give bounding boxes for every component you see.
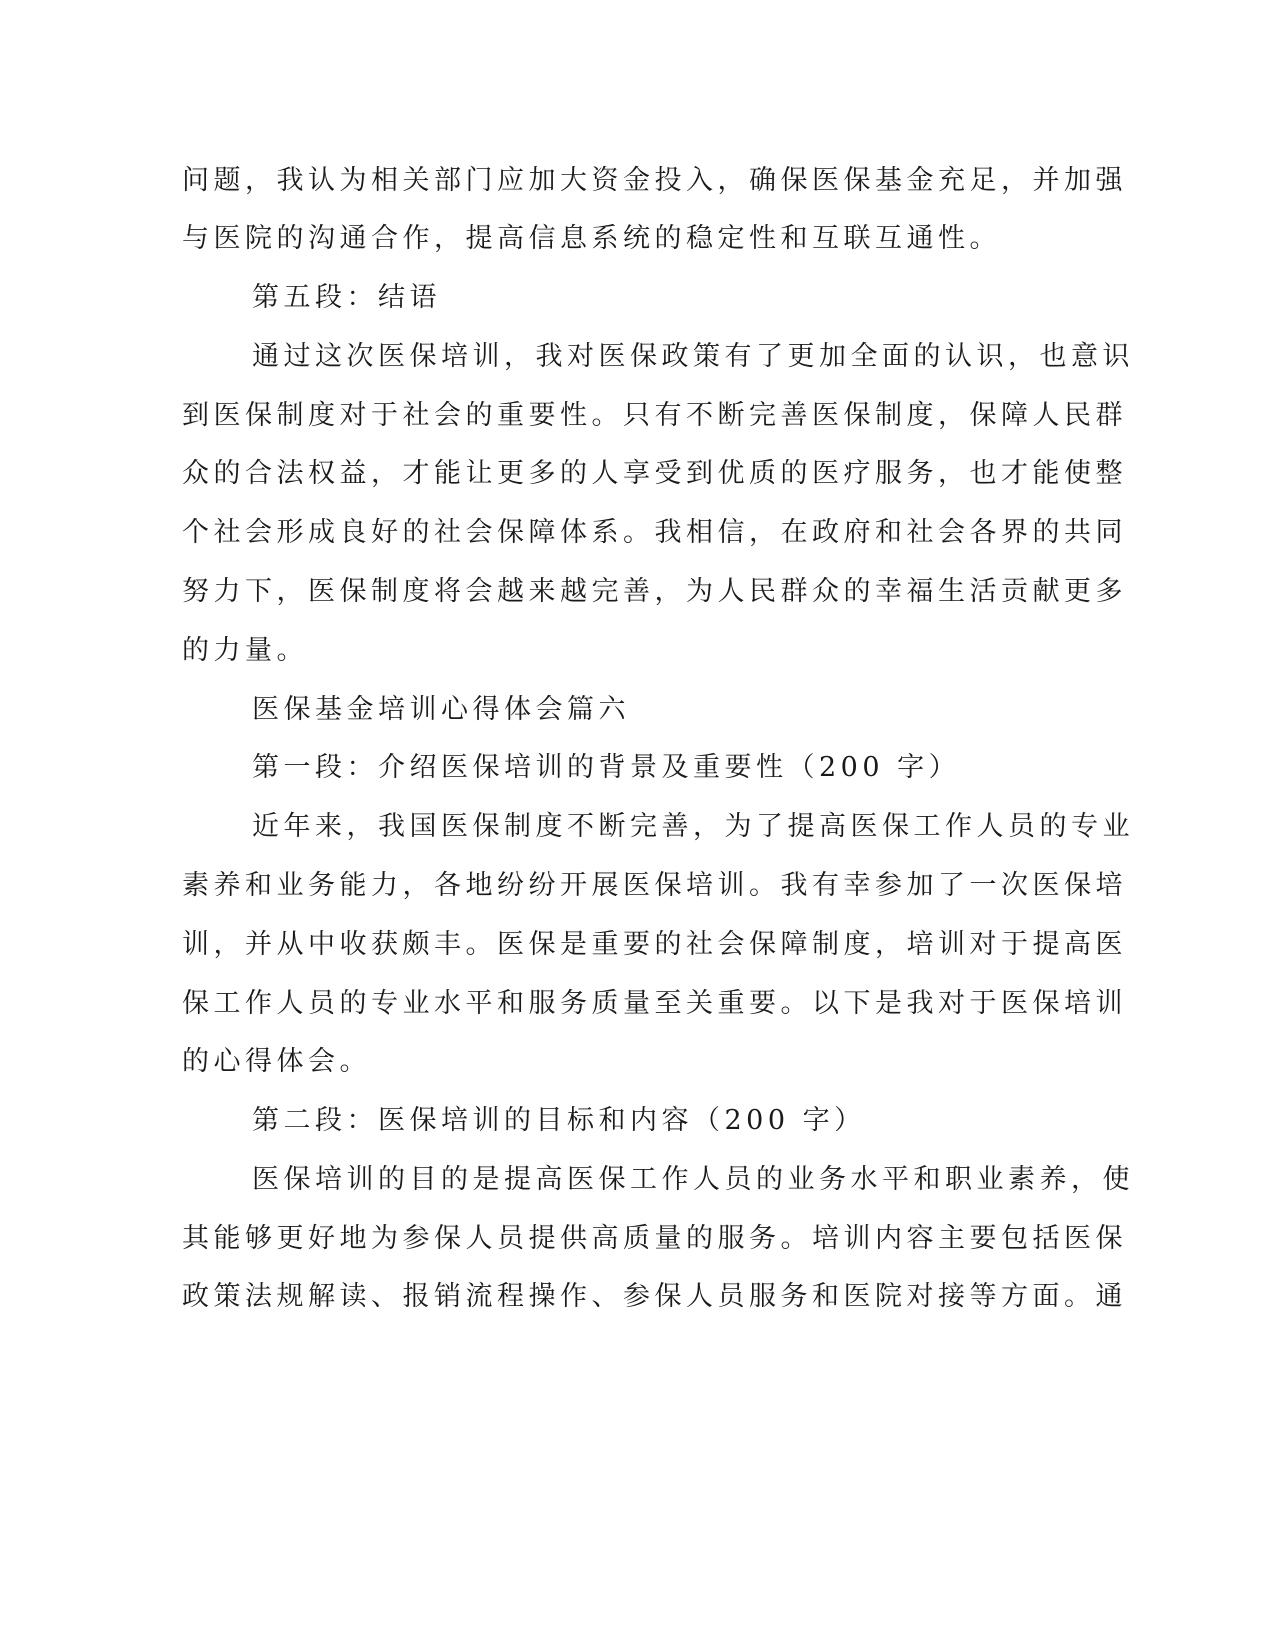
- text-line: 的心得体会。: [182, 1046, 371, 1077]
- section-heading: 第一段：介绍医保培训的背景及重要性（200 字）: [252, 752, 961, 783]
- text-line: 保工作人员的专业水平和服务质量至关重要。以下是我对于医保培训: [182, 988, 1127, 1019]
- text-line: 素养和业务能力，各地纷纷开展医保培训。我有幸参加了一次医保培: [182, 870, 1127, 901]
- text-line: 众的合法权益，才能让更多的人享受到优质的医疗服务，也才能使整: [182, 458, 1127, 489]
- text-line: 医保培训的目的是提高医保工作人员的业务水平和职业素养，使: [252, 1164, 1134, 1195]
- text-line: 个社会形成良好的社会保障体系。我相信，在政府和社会各界的共同: [182, 517, 1127, 548]
- text-line: 训，并从中收获颇丰。医保是重要的社会保障制度，培训对于提高医: [182, 929, 1127, 960]
- text-line: 其能够更好地为参保人员提供高质量的服务。培训内容主要包括医保: [182, 1223, 1127, 1254]
- article-title: 医保基金培训心得体会篇六: [252, 694, 630, 725]
- text-line: 政策法规解读、报销流程操作、参保人员服务和医院对接等方面。通: [182, 1281, 1127, 1312]
- text-line: 通过这次医保培训，我对医保政策有了更加全面的认识，也意识: [252, 341, 1134, 372]
- section-heading: 第二段：医保培训的目标和内容（200 字）: [252, 1105, 866, 1136]
- text-line: 努力下，医保制度将会越来越完善，为人民群众的幸福生活贡献更多: [182, 576, 1127, 607]
- text-line: 的力量。: [182, 635, 308, 666]
- text-line: 到医保制度对于社会的重要性。只有不断完善医保制度，保障人民群: [182, 400, 1127, 431]
- text-line: 与医院的沟通合作，提高信息系统的稳定性和互联互通性。: [182, 223, 1001, 254]
- text-line: 问题，我认为相关部门应加大资金投入，确保医保基金充足，并加强: [182, 165, 1127, 196]
- text-line: 近年来，我国医保制度不断完善，为了提高医保工作人员的专业: [252, 811, 1134, 842]
- section-heading: 第五段：结语: [252, 282, 441, 313]
